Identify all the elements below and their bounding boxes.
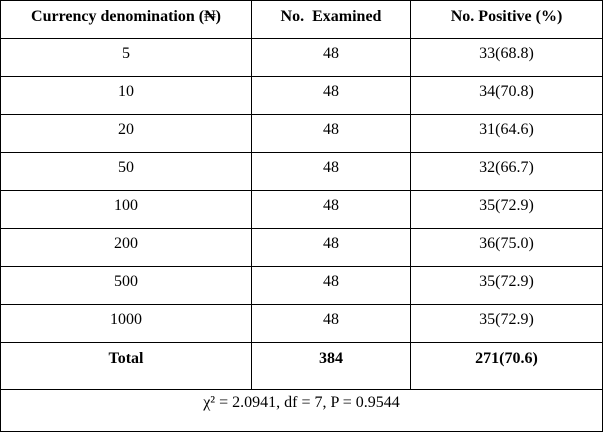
table-row [1,305,603,343]
header-no-positive: No. Positive (%) [411,1,603,39]
table-row [1,39,603,77]
examined-cell: 48 [252,305,411,343]
total-examined: 384 [252,343,411,390]
denomination-cell: 10 [1,77,252,115]
examined-cell: 48 [252,77,411,115]
table-row [1,191,603,229]
positive-cell: 35(72.9) [411,267,603,305]
examined-cell: 48 [252,191,411,229]
table-row [1,229,603,267]
positive-cell: 34(70.8) [411,77,603,115]
denomination-cell: 100 [1,191,252,229]
positive-cell: 35(72.9) [411,191,603,229]
examined-cell: 48 [252,153,411,191]
table-row [1,267,603,305]
header-currency-denomination: Currency denomination (₦) [1,1,252,39]
denomination-cell: 20 [1,115,252,153]
denomination-cell: 1000 [1,305,252,343]
statistics-row [1,390,603,432]
header-row [1,1,603,39]
header-no-examined: No. Examined [252,1,411,39]
positive-cell: 35(72.9) [411,305,603,343]
chi-square-footnote: χ² = 2.0941, df = 7, P = 0.9544 [1,390,603,432]
total-row [1,343,603,390]
positive-cell: 32(66.7) [411,153,603,191]
denomination-cell: 500 [1,267,252,305]
positive-cell: 31(64.6) [411,115,603,153]
examined-cell: 48 [252,229,411,267]
table-row [1,115,603,153]
examined-cell: 48 [252,267,411,305]
denomination-cell: 5 [1,39,252,77]
total-positive: 271(70.6) [411,343,603,390]
total-label: Total [1,343,252,390]
positive-cell: 33(68.8) [411,39,603,77]
examined-cell: 48 [252,115,411,153]
table-row [1,153,603,191]
table-row [1,77,603,115]
examined-cell: 48 [252,39,411,77]
denomination-cell: 200 [1,229,252,267]
denomination-cell: 50 [1,153,252,191]
positive-cell: 36(75.0) [411,229,603,267]
